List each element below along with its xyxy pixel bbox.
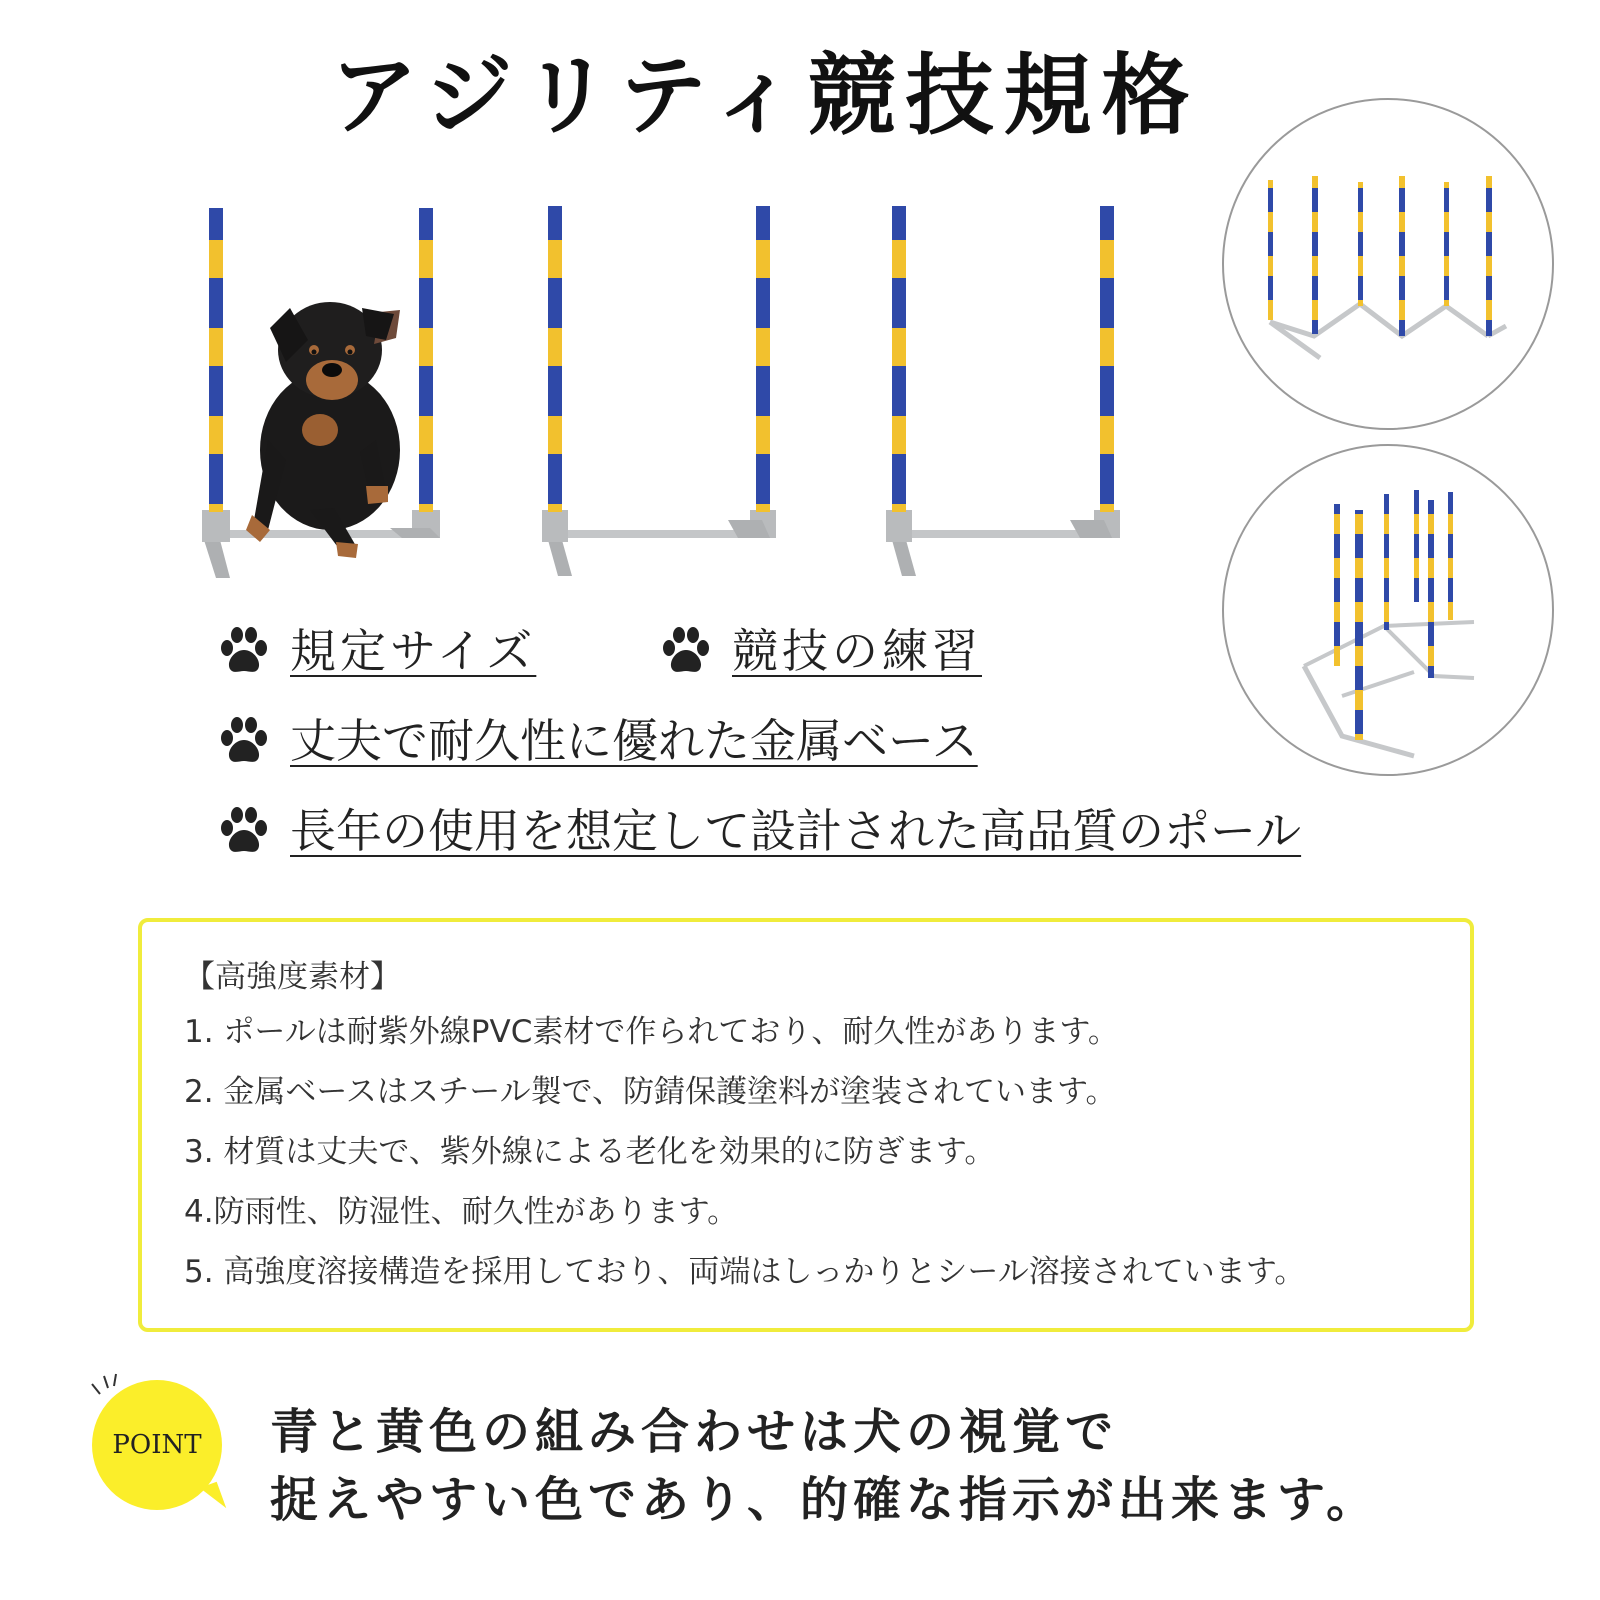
- materials-heading: 【高強度素材】: [184, 959, 401, 995]
- paw-icon: [218, 626, 270, 676]
- feature-text: 丈夫で耐久性に優れた金属ベース: [290, 714, 978, 768]
- feature-text: 規定サイズ: [290, 624, 537, 678]
- point-badge: [86, 1370, 236, 1520]
- point-line: 捉えやすい色であり、的確な指示が出来ます。: [270, 1472, 1380, 1528]
- feature-metal-base: [218, 716, 978, 766]
- detail-circle-perspective: [1222, 444, 1554, 776]
- dog-illustration: [246, 302, 400, 558]
- detail-circle-straight: [1222, 98, 1554, 430]
- point-line: 青と黄色の組み合わせは犬の視覚で: [270, 1404, 1119, 1460]
- paw-icon: [660, 626, 712, 676]
- point-bubble-tail: [200, 1482, 226, 1514]
- materials-item: 5. 高強度溶接構造を採用しており、両端はしっかりとシール溶接されています。: [184, 1254, 1306, 1290]
- feature-competition-practice: [660, 626, 982, 676]
- feature-text: 長年の使用を想定して設計された高品質のポール: [290, 804, 1302, 858]
- materials-box: [138, 918, 1474, 1332]
- materials-item: 1. ポールは耐紫外線PVC素材で作られており、耐久性があります。: [184, 1014, 1119, 1050]
- point-label: POINT: [112, 1430, 202, 1460]
- weave-poles-illustration: [190, 190, 1170, 610]
- point-text: [270, 1398, 1379, 1534]
- page-title: アジリティ競技規格: [330, 44, 1200, 147]
- weave-gate-3: [886, 206, 1120, 576]
- materials-item: 3. 材質は丈夫で、紫外線による老化を効果的に防ぎます。: [184, 1134, 996, 1170]
- materials-item: 4.防雨性、防湿性、耐久性があります。: [184, 1194, 739, 1230]
- weave-gate-2: [542, 206, 776, 576]
- feature-text: 競技の練習: [732, 624, 982, 678]
- feature-standard-size: [218, 626, 536, 676]
- feature-quality-pole: [218, 806, 1301, 856]
- paw-icon: [218, 716, 270, 766]
- straight-weave-poles-svg: [1224, 100, 1552, 428]
- paw-icon: [218, 806, 270, 856]
- materials-item: 2. 金属ベースはスチール製で、防錆保護塗料が塗装されています。: [184, 1074, 1117, 1110]
- perspective-weave-poles-svg: [1224, 446, 1552, 774]
- weave-poles-svg: [190, 190, 1170, 610]
